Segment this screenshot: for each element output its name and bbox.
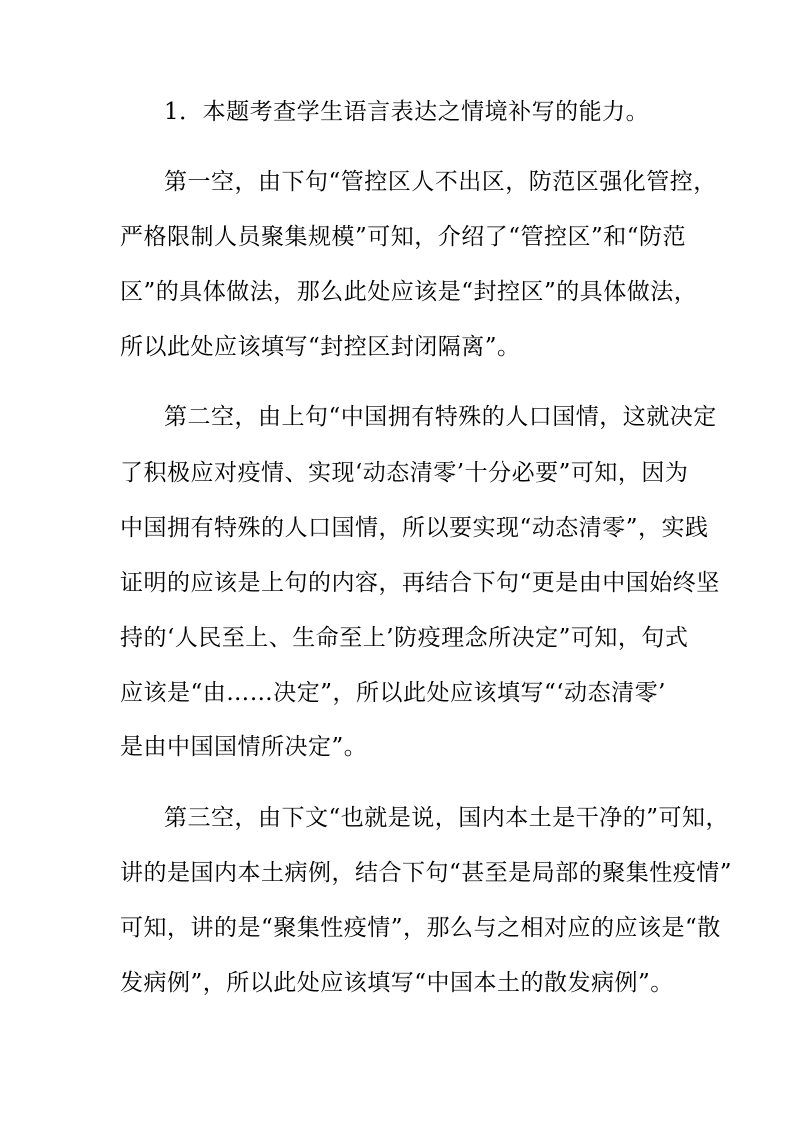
paragraph-line: 所以此处应该填写“封控区封闭隔离”。 — [120, 334, 521, 360]
paragraph-line: 证明的应该是上句的内容，再结合下句“更是由中国始终坚 — [120, 570, 720, 596]
paragraph-line: 应该是“由……决定”，所以此处应该填写“‘动态清零’ — [120, 680, 666, 706]
paragraph-line: 了积极应对疫情、实现‘动态清零’十分必要”可知，因为 — [120, 460, 689, 486]
question-heading: 1．本题考查学生语言表达之情境补写的能力。 — [164, 99, 650, 125]
paragraph-line: 可知，讲的是“聚集性疫情”，那么与之相对应的应该是“散 — [120, 915, 721, 941]
paragraph-line: 中国拥有特殊的人口国情，所以要实现“动态清零”，实践 — [120, 515, 709, 541]
paragraph-line: 是由中国国情所决定”。 — [120, 734, 368, 760]
paragraph-line: 持的‘人民至上、生命至上’防疫理念所决定”可知，句式 — [120, 625, 689, 651]
paragraph-line: 严格限制人员聚集规模”可知，介绍了“管控区”和“防范 — [120, 224, 687, 250]
paragraph-line: 发病例”，所以此处应该填写“中国本土的散发病例”。 — [120, 970, 674, 996]
paragraph-line: 区”的具体做法，那么此处应该是“封控区”的具体做法， — [120, 279, 698, 305]
paragraph-line: 讲的是国内本土病例，结合下句“甚至是局部的聚集性疫情” — [120, 860, 733, 886]
paragraph-line: 第一空，由下句“管控区人不出区，防范区强化管控， — [164, 169, 717, 195]
paragraph-line: 第三空，由下文“也就是说，国内本土是干净的”可知， — [164, 805, 730, 831]
paragraph-line: 第二空，由上句“中国拥有特殊的人口国情，这就决定 — [164, 404, 717, 430]
